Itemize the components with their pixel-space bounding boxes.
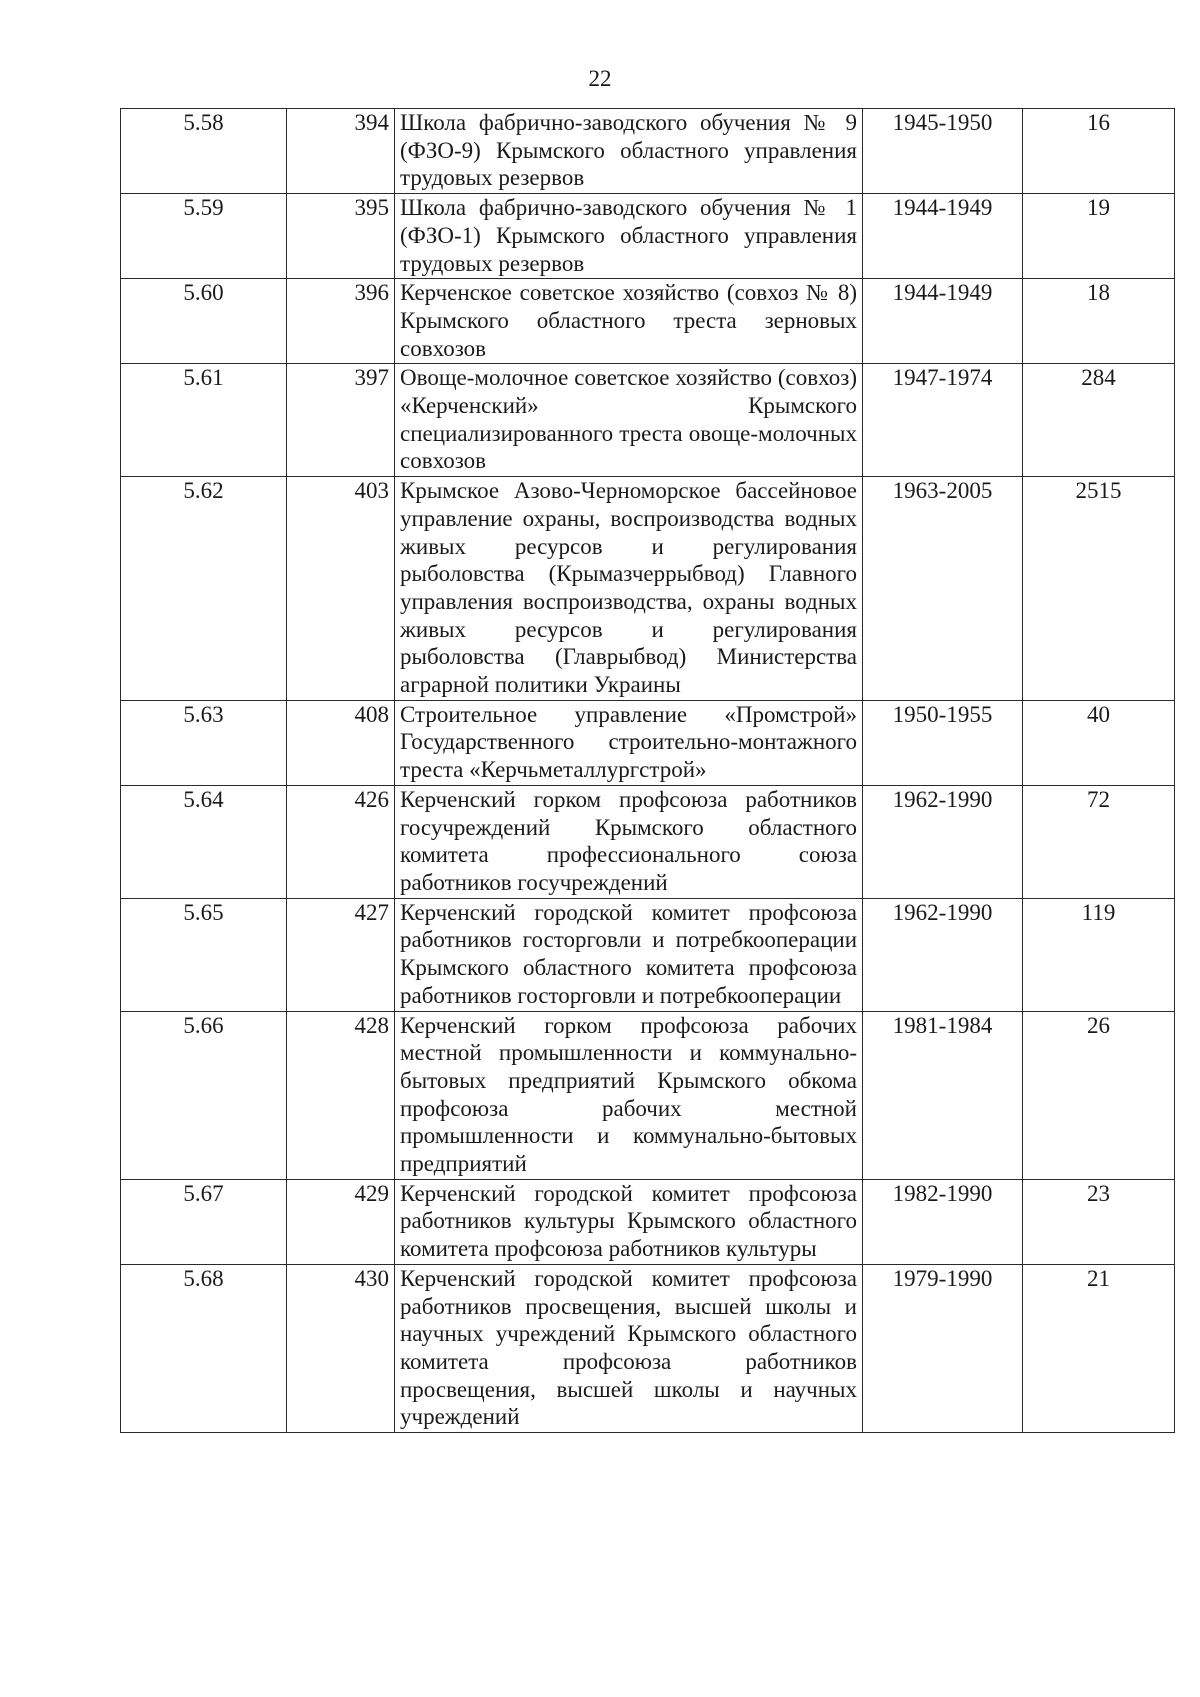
row-number-cell: 5.60 (121, 279, 287, 364)
fund-name-cell: Керченское советское хозяйство (совхоз № 8) Крымского областного треста зерновых совхозов (395, 279, 863, 364)
fund-number-cell: 403 (287, 477, 395, 701)
date-range-cell: 1962-1990 (863, 785, 1023, 898)
row-number-cell: 5.62 (121, 477, 287, 701)
fund-number-cell: 408 (287, 700, 395, 785)
table-row (121, 279, 1175, 364)
row-number-cell: 5.67 (121, 1179, 287, 1264)
date-range-cell: 1944-1949 (863, 279, 1023, 364)
item-count-cell: 284 (1023, 364, 1175, 477)
item-count-cell: 19 (1023, 194, 1175, 279)
row-number-cell: 5.59 (121, 194, 287, 279)
fund-name-cell: Строительное управление «Промстрой» Государственного строительно-монтажного треста «Керчьметаллургстрой» (395, 700, 863, 785)
fund-name-cell: Керченский городской комитет профсоюза работников госторговли и потребкооперации Крымского областного комитета профсоюза работников госторговли и потребкооперации (395, 898, 863, 1011)
table-row (121, 1264, 1175, 1432)
item-count-cell: 119 (1023, 898, 1175, 1011)
fund-registry-table (120, 108, 1175, 1433)
item-count-cell: 16 (1023, 109, 1175, 194)
item-count-cell: 26 (1023, 1011, 1175, 1179)
row-number-cell: 5.63 (121, 700, 287, 785)
fund-number-cell: 429 (287, 1179, 395, 1264)
fund-name-cell: Крымское Азово-Черноморское бассейновое управление охраны, воспроизводства водных живых ресурсов и регулирования рыболовства (Крымазчеррыбвод) Главного управления воспроизводства, охраны водных живых ресурсов и регулирования рыболовства (Главрыбвод) Министерства аграрной политики Украины (395, 477, 863, 701)
item-count-cell: 23 (1023, 1179, 1175, 1264)
fund-number-cell: 430 (287, 1264, 395, 1432)
fund-name-cell: Школа фабрично-заводского обучения № 1 (ФЗО-1) Крымского областного управления трудовых резервов (395, 194, 863, 279)
table-row (121, 785, 1175, 898)
table-row (121, 898, 1175, 1011)
fund-name-cell: Школа фабрично-заводского обучения № 9 (ФЗО-9) Крымского областного управления трудовых резервов (395, 109, 863, 194)
date-range-cell: 1962-1990 (863, 898, 1023, 1011)
row-number-cell: 5.64 (121, 785, 287, 898)
date-range-cell: 1979-1990 (863, 1264, 1023, 1432)
date-range-cell: 1945-1950 (863, 109, 1023, 194)
date-range-cell: 1950-1955 (863, 700, 1023, 785)
table-row (121, 477, 1175, 701)
page-number: 22 (588, 66, 612, 91)
table-row (121, 1179, 1175, 1264)
row-number-cell: 5.66 (121, 1011, 287, 1179)
date-range-cell: 1982-1990 (863, 1179, 1023, 1264)
fund-number-cell: 427 (287, 898, 395, 1011)
fund-number-cell: 428 (287, 1011, 395, 1179)
date-range-cell: 1947-1974 (863, 364, 1023, 477)
fund-number-cell: 397 (287, 364, 395, 477)
table-row (121, 1011, 1175, 1179)
table-row (121, 700, 1175, 785)
fund-name-cell: Керченский горком профсоюза работников госучреждений Крымского областного комитета профессионального союза работников госучреждений (395, 785, 863, 898)
fund-number-cell: 426 (287, 785, 395, 898)
fund-number-cell: 394 (287, 109, 395, 194)
row-number-cell: 5.68 (121, 1264, 287, 1432)
table-row (121, 194, 1175, 279)
fund-name-cell: Овоще-молочное советское хозяйство (совхоз) «Керченский» Крымского специализированного треста овоще-молочных совхозов (395, 364, 863, 477)
fund-number-cell: 396 (287, 279, 395, 364)
row-number-cell: 5.61 (121, 364, 287, 477)
date-range-cell: 1981-1984 (863, 1011, 1023, 1179)
date-range-cell: 1944-1949 (863, 194, 1023, 279)
table-row (121, 364, 1175, 477)
fund-name-cell: Керченский горком профсоюза рабочих местной промышленности и коммунально-бытовых предприятий Крымского обкома профсоюза рабочих местной промышленности и коммунально-бытовых предприятий (395, 1011, 863, 1179)
fund-name-cell: Керченский городской комитет профсоюза работников просвещения, высшей школы и научных учреждений Крымского областного комитета профсоюза работников просвещения, высшей школы и научных учреждений (395, 1264, 863, 1432)
item-count-cell: 2515 (1023, 477, 1175, 701)
item-count-cell: 40 (1023, 700, 1175, 785)
fund-number-cell: 395 (287, 194, 395, 279)
table-row (121, 109, 1175, 194)
item-count-cell: 72 (1023, 785, 1175, 898)
item-count-cell: 21 (1023, 1264, 1175, 1432)
row-number-cell: 5.58 (121, 109, 287, 194)
table-body (121, 109, 1175, 1433)
date-range-cell: 1963-2005 (863, 477, 1023, 701)
item-count-cell: 18 (1023, 279, 1175, 364)
row-number-cell: 5.65 (121, 898, 287, 1011)
fund-name-cell: Керченский городской комитет профсоюза работников культуры Крымского областного комитета профсоюза работников культуры (395, 1179, 863, 1264)
